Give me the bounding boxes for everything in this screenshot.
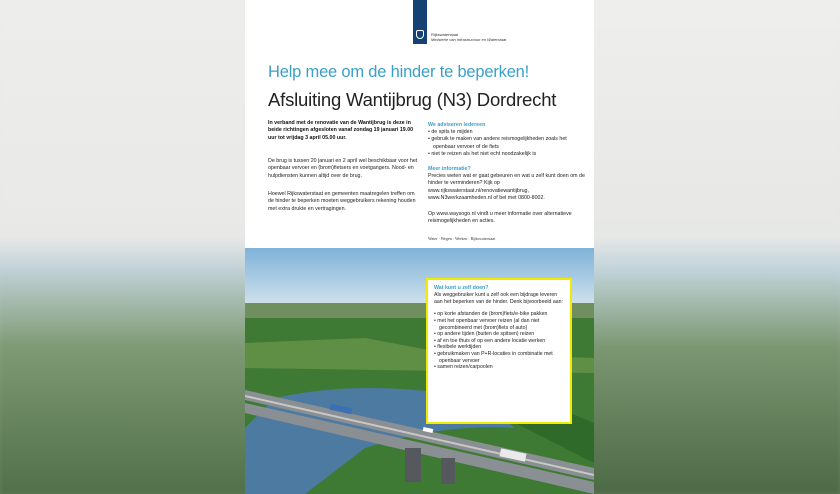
org-name: Rijkswaterstaat	[431, 32, 459, 37]
advertisement-page	[245, 0, 594, 494]
paragraph-availability: De brug is tussen 20 januari en 2 april wel beschikbaar voor het openbaar vervoer en (brom)fietsers en voetgangers. Nood- en hulpdiensten kunnen altijd over de brug.	[268, 158, 418, 179]
list-item: • flexibele werktijden	[434, 344, 564, 351]
list-item: • de spits te mijden	[428, 129, 588, 136]
callout-box	[426, 278, 572, 424]
more-info-text: Precies weten wat er gaat gebeuren en wat u zelf kunt doen om de hinder te verminderen? Kijk op www.rijkswaterstaat.nl/renovatiewantijbrug, www.N3werkzaamheden.nl of bel met 0800-8002.	[428, 173, 585, 201]
callout-list	[434, 311, 564, 370]
callout-heading: Wat kunt u zelf doen?	[434, 285, 489, 291]
list-item: • op korte afstanden de (brom)fiets/e-bike pakken	[434, 311, 564, 318]
background-left	[0, 0, 245, 494]
headline: Afsluiting Wantijbrug (N3) Dordrecht	[268, 89, 557, 110]
waysogo-text: Op www.waysogo.nl vindt u meer informatie over alternatieve reismogelijkheden en acties.	[428, 211, 572, 225]
list-item: • niet te reizen als het niet echt noodzakelijk is	[428, 151, 588, 158]
tagline: Help mee om de hinder te beperken!	[268, 63, 530, 81]
crest-icon	[416, 30, 424, 39]
paragraph-measures: Hoewel Rijkswaterstaat en gemeenten maatregelen treffen om de hinder te beperken moeten weggebruikers rekening houden met extra drukte en vertragingen.	[268, 191, 416, 212]
intro-text: In verband met de renovatie van de Wantijbrug is deze in beide richtingen afgesloten vanaf zondag 19 januari 19.00 uur tot vrijdag 3 april 05.00 uur.	[268, 120, 414, 141]
list-item: • samen reizen/carpoolen	[434, 364, 564, 371]
rijkswaterstaat-logo	[413, 0, 427, 44]
list-item: • gebruik te maken van andere reismogelijkheden zoals het openbaar vervoer of de fiets	[428, 136, 588, 151]
more-info-heading: Meer informatie?	[428, 166, 471, 172]
list-item: • met het openbaar vervoer reizen (al dan niet gecombineerd met (brom)fiets of auto)	[434, 318, 564, 331]
list-item: • op andere tijden (buiten de spitsen) reizen	[434, 331, 564, 338]
background-right	[594, 0, 840, 494]
advice-heading: We adviseren iedereen	[428, 122, 486, 128]
ministry-name: Ministerie van Infrastructuur en Waterstaat	[431, 37, 507, 42]
list-item: • gebruikmaken van P+R-locaties in combinatie met openbaar vervoer	[434, 351, 564, 364]
callout-intro: Als weggebruiker kunt u zelf ook een bijdrage leveren aan het beperken van de hinder. Denk bijvoorbeeld aan:	[434, 292, 563, 305]
list-item: • af en toe thuis of op een andere locatie werken	[434, 338, 564, 345]
motto: Water · Wegen · Werken · Rijkswaterstaat	[428, 236, 496, 241]
advice-list	[428, 129, 588, 158]
